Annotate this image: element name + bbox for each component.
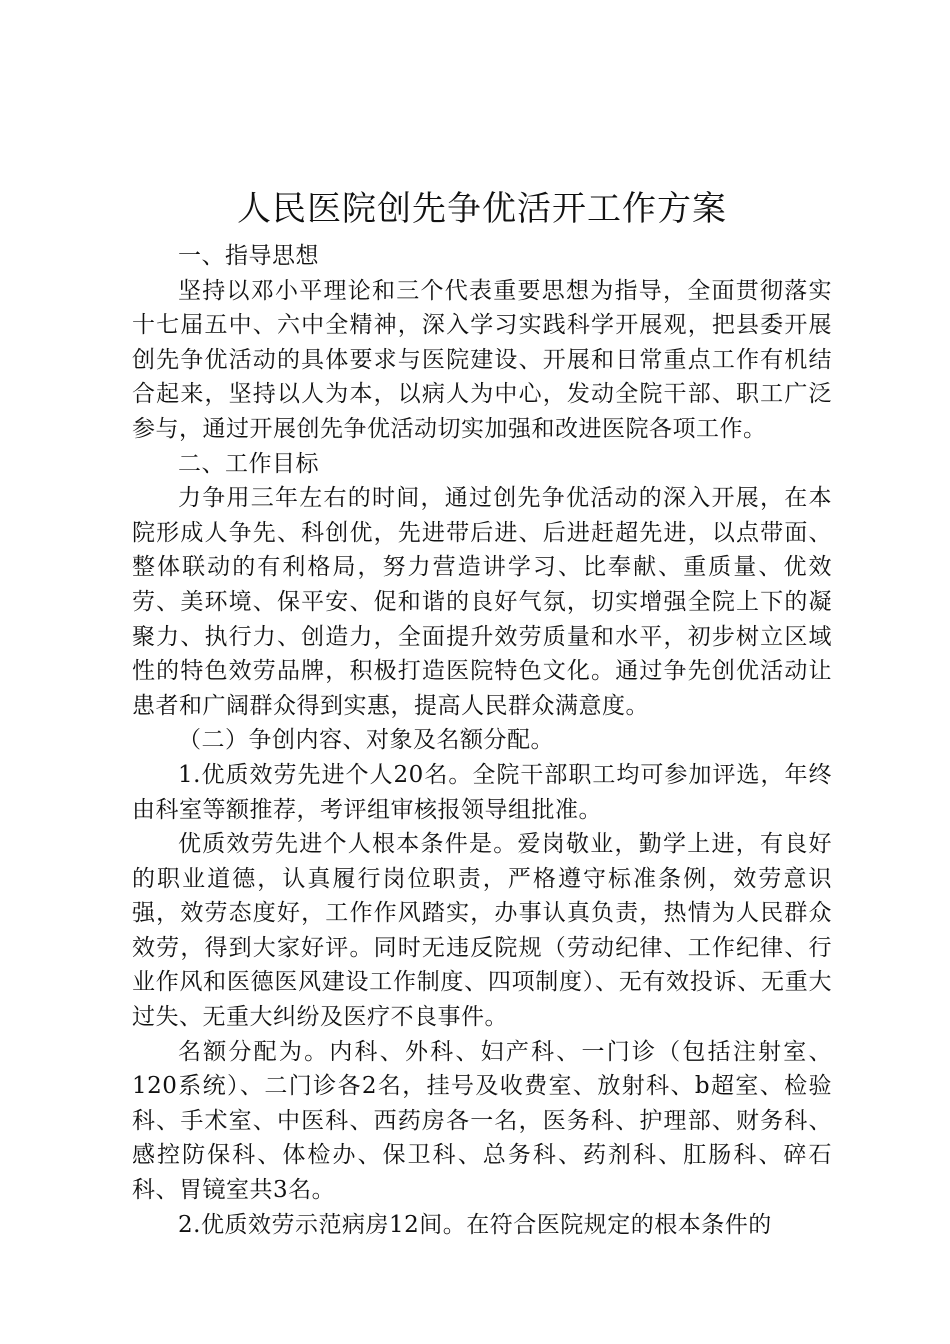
paragraph-work-goals: 力争用三年左右的时间，通过创先争优活动的深入开展，在本院形成人争先、科创优，先进带后进、后进赶超先进，以点带面、整体联动的有利格局，努力营造讲学习、比奉献、重质量、优效劳、美环境、保平安、促和谐的良好气氛，切实增强全院上下的凝聚力、执行力、创造力，全面提升效劳质量和水平，初步树立区域性的特色效劳品牌，积极打造医院特色文化。通过争先创优活动让患者和广阔群众得到实惠，提高人民群众满意度。 [132,485,832,719]
paragraph-item-1: 1.优质效劳先进个人20名。全院干部职工均可参加评选，年终由科室等额推荐，考评组审核报领导组批准。 [132,761,832,823]
section-heading-work-goals: 二、工作目标 [178,450,319,477]
paragraph-quota-allocation: 名额分配为。内科、外科、妇产科、一门诊（包括注射室、120系统）、二门诊各2名，挂号及收费室、放射科、b超室、检验科、手术室、中医科、西药房各一名，医务科、护理部、财务科、感控防保科、体检办、保卫科、总务科、药剂科、肛肠科、碎石科、胃镜室共3名。 [132,1038,832,1204]
section-heading-content-quota: （二）争创内容、对象及名额分配。 [178,727,554,754]
paragraph-item-2: 2.优质效劳示范病房12间。在符合医院规定的根本条件的 [178,1211,772,1238]
document-title: 人民医院创先争优活开工作方案 [237,189,727,229]
section-heading-guiding-ideology: 一、指导思想 [178,243,319,269]
paragraph-basic-conditions: 优质效劳先进个人根本条件是。爱岗敬业，勤学上进，有良好的职业道德，认真履行岗位职责，严格遵守标准条例，效劳意识强，效劳态度好，工作作风踏实，办事认真负责，热情为人民群众效劳，得到大家好评。同时无违反院规（劳动纪律、工作纪律、行业作风和医德医风建设工作制度、四项制度）、无有效投诉、无重大过失、无重大纠纷及医疗不良事件。 [132,831,832,1031]
document-page [132,185,832,1242]
paragraph-guiding-ideology: 坚持以邓小平理论和三个代表重要思想为指导，全面贯彻落实十七届五中、六中全精神，深入学习实践科学开展观，把县委开展创先争优活动的具体要求与医院建设、开展和日常重点工作有机结合起来，坚持以人为本，以病人为中心，发动全院干部、职工广泛参与，通过开展创先争优活动切实加强和改进医院各项工作。 [132,277,832,442]
